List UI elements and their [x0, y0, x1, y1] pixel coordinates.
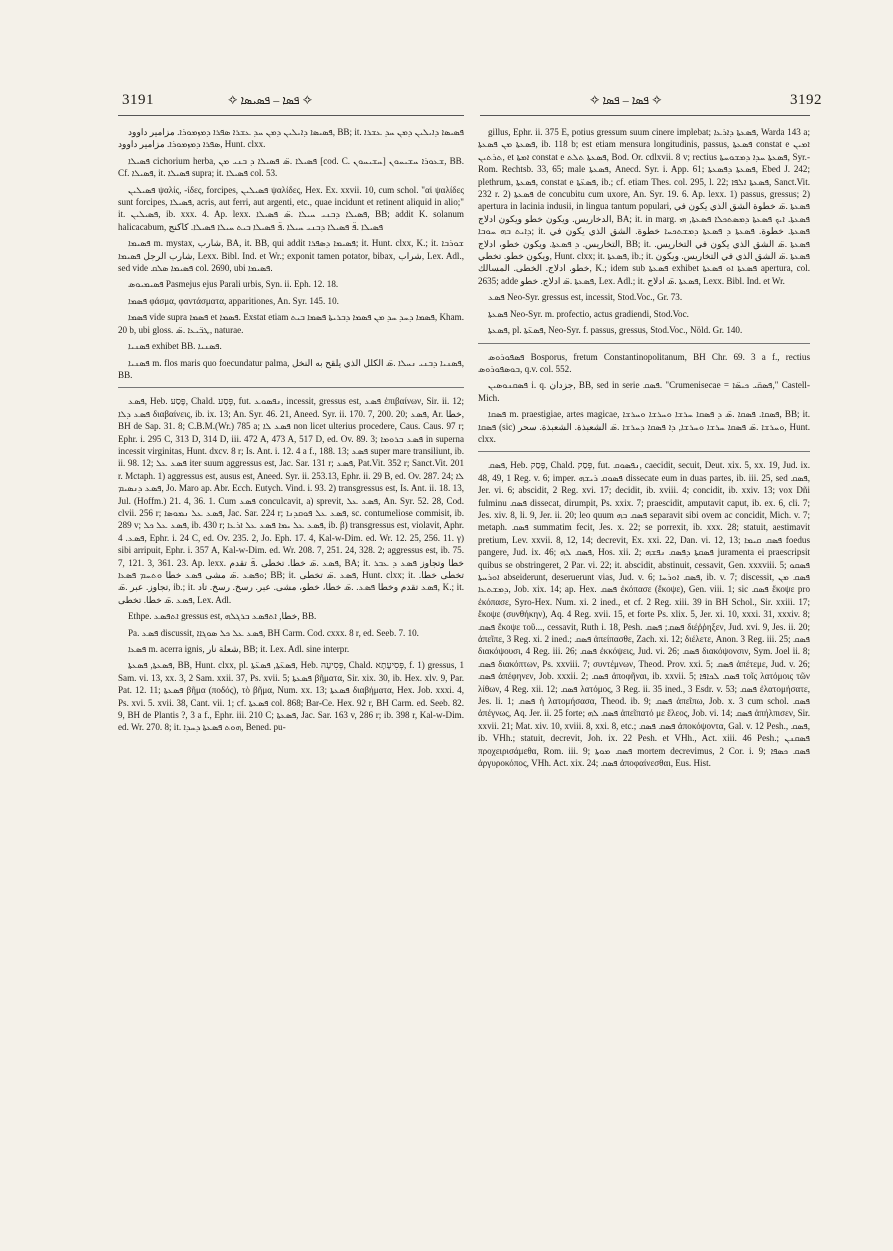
entry: ܦܣܝܡܐ m. mystax, شارب, BA, it. BB, qui addit ܦܣܝܡܐ ܕܣܦܪܐ; it. Hunt. clxx, K.; it. ܫܘܪܒܐ شارب الرجل ܦܣܝܡܐ, Lexx. Bibl. Ind. et Wr.; exponit tamen potator, bibax, شراب, Lex. Adl., sed vide ܦܣܝܡܐ ܣܠܩ col. 2690, ubi ܦܣܝܡܐ. [118, 238, 464, 274]
entry: ܦܣܥܬܐ Neo-Syr. m. profectio, actus gradiendi, Stod.Voc. [488, 308, 689, 319]
entry: ܦܣܥܬܐ, pl. ܦܣܥ̈ܬܐ, Neo-Syr. f. passus, gressus, Stod.Voc., Nöld. Gr. 140. [488, 325, 743, 336]
left-running-head: ✧ ܦܣܐ – ܦܣܝܣܐ ✧ [228, 93, 313, 107]
entry: ܦܣܥ Neo-Syr. gressus est, incessit, Stod.Voc., Gr. 73. [488, 292, 683, 303]
entry: ܦܣܝܠܐ cichorium herba, ܦܣܝܠܐ .ܣ̈ ܦܣܝܠܐ ܕ ܒܢܝ ܡܢ [cod. C. ܚܫܝܚܘܢ] ܫܥܘܪܐ ܚܫܝܚܘܢ, BB. Cf. ܦܣܝܠܐ, it. ܦܣܝܠܐ supra; it. ܦܣܝܠܐ col. 53. [118, 155, 464, 179]
section-divider [118, 387, 464, 388]
entry: ܦܣܥ, Heb. פָּסַע, Chald. פְּסַע, fut. ܢܦܣܘܥ, incessit, gressus est, ܦܣܥ ἐπιβαίνων, Sir. ii. 12; ܦܣܥ ܕܠܐ διαβαίνεις, ib. ix. 13; An. Syr. 46. 21, Aneed. Syr. ii. 170. 7, 200. 20; ܦܣܥ, Ar. خطا, BH de Sap. 31. 8; C.B.M.(Wr.) 785 a; ܦܣܥ ܠܐ non licet ulterius procedere, Caus. Caus. 97 r; Ephr. i. 295 C, 313 D, 314 D, iii. 472 A, 473 A, 517 D, ed. Ov. 89. 3; ܦܣܥ ܒܪܘܡܐ in superna incessit virginitas, Hunt. dxcv. 8 r; Is. Ant. i. 12. 4 a f., 188. 13; ܦܣܥ super mare transiliunt, ib. ii. 98. 12; ܦܣܥ ܥܠ iter suum aggressus est, Jac. Sar. 131 r; ܦܣܥ, Pat.Vit. 352 r; Sanct.Vit. 201 r. Mctaph. 1) aggressus est, ausus est, Aneed. Syr. ii. 253.13, Ephr. ii. 29 B, ed. Ov. 287. 24; ܠܐ ܦܣܥ ܕܢܣܝܡ, Jo. Maro ap. Abr. Ecch. Eutych. Vind. i. 93. 2) transgressus est, Is. Ant. ii. 18. 13, Jul. (Hoffm.) 21. 4, 36. 1. Cum ܦܣܥ conculcavit, a) sprevit, ܦܣܥ ܥܠ, An. Syr. 52. 28, Cod. clvii. 256 r; ܦܣܥ ܥܠ ܢܡܘܣܐ, Jac. Sar. 224 r; ܦܣܥ ܥܠ ܦܘܩܕܢܐ, sc. contumeliose commisit, ib. 289 v; ܦܣܥ ܥܠ ܟܠ, ib. 430 r; ܦܣܥ ܥܠ ܝܡܐ ܦܣܥ ܥܠ ܐܪܥܐ, ib. β) transgressus est, violavit, Aphr. ܦܣܥ. 4, Ephr. i. 24 C, ed. Ov. 235. 2, Jo. Eph. 17. 4, Kal-w-Dim. ed. Wr. 12. 25, 256. 11. γ) sibi arripuit, Ephr. i. 357 A, Kal-w-Dim. ed. Wr. 208. 7, 251. 24, 328. 2; aggressus est, ib. 75. 7, 121. 3, 361. 23. Ap. lexx. ܦܣܥ .ܣ̈ خطا. تخطى .ܦ̈ تقدم, BA; it. خطا وتجاوز ܦܣܥ ܕ ܥܒܪ ܘܦܣܥ .ܣ̈ مشى ܦܣܥ خطا ܘܬܚܡ ܦܣܥܐ; BB; it. ܦܣܥ .ܣ̈ تخطى, Hunt. clxx; it. تخطى خطا. تجاوز. عبر .ܣ̈, ib.; it. ܦܣܥ تقدم وخطا ܦܣܥ. .ܣ̈ خطا، خطو، مشى. عبر. رسخ. رسخ. تاد, K.; it. ܦܣܥ .ܣ̈ خطا. تخطى, Lex. Adl. [118, 396, 464, 605]
section-divider [478, 451, 810, 452]
left-page-number: 3191 [122, 92, 154, 108]
right-column [478, 126, 810, 1231]
entry: ܦܣܢܝܐ m. flos maris quo foecundatur palma, ܦܣܢܝܐ ܕܒܢܝ ܢܚܠܐ .ܣ̈ الكلل الذي يلقح به النخل, BB. [118, 357, 464, 380]
right-page-number: 3192 [790, 92, 822, 108]
header-rule-right [480, 115, 810, 116]
entry: ܦܣܝܣܐ ܕܐܝܠܝܢ ܕܡܢ ܚܕ ܥܫܪܐ ܣܦܪܐ ܕܡܙܡܘܪܐ. مزامير داوود, BB; it. ܦܣܝܣܐ ܕܐܝܠܝܢ ܕܡܢ ܚܕ ܥܫܪܐ ܣܦܪܐ ܕܡܙܡܘܪܐ. مزامير داوود, Hunt. clxx. [118, 127, 464, 150]
entry: gillus, Ephr. ii. 375 E, potius gressum suum cinere implebat; ܦܣܥܬܐ ܕܐܪܥܐ, Warda 143 a; ܦܣܥܬܐ ܡܢ ܦܣܥܬܐ, ib. 118 b; est etiam mensura longitudinis, passus, ܦܣܥܬܐ constat e ܐܡܝܢ ܬܪܬܝܢ, et ܐܡܬܐ constat e ܦܣܥܬܐ ܬܠܬ, Bod. Or. cdlxvii. 8 v; rectius ܦܣܥܬܐ ܚܕܐ ܕܡܫܘܚܬܐ, Syr.-Rom. Rechtsb. 33, 65; male ܦܣܥܬܐ, Anecd. Syr. i. App. 61; ܦܣܥܬܐ ܕܦܣܥܬܐ, Ebed J. 242; plethrum, ܦܣܥܬܐ, constat e ܦܣܥ̈ܬܐ, ib.; cf. etiam Thes. col. 295, l. 22; ܦܣܥܬܐ ܐܠܦܐ, Sanct.Vit. 232 r. 2) ܦܣܥܬܐ de concubitu cum uxore, An. Syr. 19. 6. Ap. lexx. 1) passus, gressus; 2) apertura in lacinia indusii, in lingua tantum populari, ܦܣܥܬܐ .ܣ̈ خطوة الشق الذي يكون في الدخاريس. ويكون خطو ويكون ادلاج, BA; it. in marg. ܦܣܥܬܐ. ܐܝܟ ܦܣܥܬܐ ܕܡܣܬܟܠܐ ܦܣܥܬܐ, ܗܝ ܕܐܝܬ ܒܗ ܚܘܒܐ; it. ܦܣܥܬܐ. خطوة. ܦܣܥܬܐ ܕ ܦܣܥܬܐ ܕܡܫܬܟܚܐ خطوة. الشق الذي يكون في التخاريس. ܕ ܦܣܥܬܐ. ويكون خطو، ادلاج, BB; it. ܦܣܥܬܐ .ܣ̈ الشق الذي يكون في التخاريس. ويكون خطو. تخطي, Hunt. clxx; it. ܦܣܥܬܐ, ib.; it. ܦܣܥܬܐ .ܣ̈ الشق الذي في التخاريس. ويكون خطو. ادلاج. الخطى. المسالك, K.; idem sub ܦܣܥܬܐ exhibet ܦܣܥܬܐ ܐܘ ܦܣܥܬܐ apertura, col. 2635; adde ܦܣܥܬܐ .ܣ̈ ادلاج. خطو, Lex. Adl.; it. ܦܣܥܬܐ .ܣ̈ ادلاج, Lexx. Bibl. Ind. et Wr. [478, 127, 810, 286]
entry: ܦܣܡܐ vide supra ܦܣܡܐ et ܦܣܡܐ. Exstat etiam ܦܣܡܐ ܕܚܕ ܚܕ ܡܢ ܦܣܡܐ ܕܒܪܝܬܐ ܦܣܡܐ ܒܝܬ, Kham. 20 b, ubi gloss. ܛܒ̈ܝܥܐ .ܣ̈, naturae. [118, 312, 464, 335]
entry: ܦܣܡܐ φάσμα, φαντάσματα, apparitiones, An. Syr. 145. 10. [128, 295, 339, 306]
entry: ܦܣܦܘܪܘܣ Bosporus, fretum Constantinopolitanum, BH Chr. 69. 3 a f., rectius ܒܘܣܦܘܪܘܣ, q.v. col. 552. [478, 351, 810, 374]
section-divider [478, 343, 810, 344]
left-column [118, 126, 464, 1231]
entry: ܦܣܢܝܐ exhibet BB. ܦܣܢܝܐ. [128, 341, 222, 352]
entry: ܦܣܩܐ m. praestigiae, artes magicae, ܦܣܩܐ. ܦܣܩܐ .ܣ̈ ܕ ܦܣܩܐ ܚܪܫܐ ܘܚܪܫܐ ܘܚܪܫܐ, BB; it. ܦܣܩܐ (sic) ܘܚܪܫܐ .ܣ̈ ܦܣܩܐ ܚܪܫܐ ܘܚܪܫܐ, ܕܐ ܦܣܩܐ ܕܚܪܫܐ .ܣ̈ الشعبذة. الشعبذة. سحر, Hunt. clxx. [478, 409, 810, 444]
entry: ܦܣܝܡܝܘܣ Pasmejus ejus Parali urbis, Syn. ii. Eph. 12. 18. [128, 279, 339, 290]
entry: Pa. ܦܣܥ discussit, ܦܣܥ ܥܠ ܟܠ ܣܘܓܐܐ, BH Carm. Cod. cxxx. 8 r, ed. Seeb. 7. 10. [128, 627, 419, 638]
entry: ܦܣܩ, Heb. פָּסַק, Chald. פְּסַק, fut. ܢܦܣܘܩ, caecidit, secuit, Deut. xix. 5, xx. 19, Jud. ix. 48, 49, 1 Reg. v. 6; imper. ܦܣܘܩ ܪܝܫܗ dissecate eum in duas partes, ib. iii. 25, sed ܦܣܩ, Jer. vi. 6; abscidit, 2 Reg. xvi. 17; decidit, ib. xviii. 4; concidit, ib. xxiv. 13; vox Dñi fulminu ܦܣܩ dissecat, dirumpit, Ps. xxix. 7; praescidit, amputavit caput, ib. ex. 6, cli. 7; Jes. xiv. 8, li. 9, Jer. ii. 20; leo quum ܦܣܩ ܒܗ separavit sibi ovem ac concidit, Mich. v. 7; metaph. ܦܣܩ summatim fecit, Jes. x. 22; se porrexit, ib. xxx. 28; statuit, aestimavit pretium, Lev. xxvii. 8, 12, 14; decrevit, Ex. xxi. 22, Dan. vi. 12, 13; ܦܣܩ ܩܝܡܐ foedus pangere, Jud. ix. 46; ܦܣܩ ܠܗ, Hos. xii. 2; ܦܣܩܬܐ ܕܦܣܩ ܢܦܫܗ juramenta ei praescripsit quibus se obstringeret, 2 Par. vi. 22; it. abscidit, abstinuit, cessavit, Gen. xxxviii. 5; ܦܣܩܘ ܐܘܪܚܬܐ abseiderunt, deseruerunt vias, Jud. v. 6; ܦܣܩ ܐܘܪܚܐ, ib. v. 7; discessit, ܦܣܩ ܡܢ ܕܡܫܬܥܐ, Job. xix. 14; ap. Hex. ܦܣܩ ἐκόπασε (ἔκοψε), Gen. viii. 1; sic ܦܣܩ ἔκοψε pro ἐκόπασε, Syro-Hex. Num. xi. 2 ined., et cf. 2 Reg. xiii. 39 in BH Schol., Sir. xxiii. 17; ἔκοψε (συνθήκην), Aq. 4 Reg. xvii. 15, et forte Ps. xlix. 5, Jer. xi. 10, xxxi. 31, xxxiv. 8; ܦܣܩ ἔκοψε τοῦ..., cessavit, Ruth i. 18, Pesh. ܦܣܩ; ܦܣܩ διέῤῥηξεν, Jud. xvi. 9, Jes. ii. 20; ἀπεῖπε, 3 Reg. xi. 2 ined.; ܦܣܩ ἀπείπασθε, Zach. xi. 12; διέλετε, Anon. 3 Reg. iii. 25; ܦܣܩ διακόψουσι, 4 Reg. iii. 26; ܦܣܩ ἐκκόψεις, Jud. vi. 26; ܦܣܩ διακόψονσιν, Sym. Joel ii. 8; ܦܣܩ διακόπτων, Ps. xxviii. 7; συντέμνων, Theod. Prov. xxi. 5; ܦܣܩ ἀπέτεμε, Jud. v. 26; ܦܣܩ ἀπέφηνεν, Job. xxxii. 2; ܦܣܩ ἀποφῆναι, ib. xxvii. 5; ܦܣܩ ܠܟܐܦܐ τοῖς λατόμοις τῶν λίθων, 4 Reg. xii. 12; ܦܣܩ λατόμος, 3 Reg. ii. 35 ined., 3 Esdr. v. 53; ܦܣܩ ἐλατομήσατε, Jes. li. 1; ܦܣܩ ἡ λατομήσασα, Theod. ib. 9; ܦܣܩ ἀπεῖπω, Job. x. 3 cum schol. ܦܣܩ ἀπέγνως, Aq. Jer. ii. 25 forte; ܦܣܩ ܠܗ ἀπεῖπατό με ἔλεος, Job. vi. 14; ܦܣܩ ἀπήλπισεν, Sir. xxvii. 21; Mat. xiv. 10, xviii. 8, xxi. 8, etc.; ܦܣܩ ܦܣܩ ἀποκόψοντα, Gal. v. 12 Pesh., ܦܣܩ, ib. VHh.; statuit, decrevit, Joh. ix. 22 Pesh. et VHh., Act. xiii. 46 Pesh.; ܦܣܩܢܢ προχειρισάμεθα, Rom. iii. 9; ܦܣܩ ܡܘܬܐ mortem decrevimus, 2 Cor. i. 9; ܦܣܩ ܟܣܦܐ ἀργυροκόπος, VHh. Act. xix. 24; ܦܣܩ ἀποφαίνεσθαι, Eus. Hist. [478, 460, 810, 769]
entry: ܦܣܥܐ m. acerra ignis, شعلة نار, BB; it. Lex. Adl. sine interpr. [128, 644, 350, 655]
entry: ܦܣܝܠܝܢ ψαλίς, -ίδες, forcipes, ܦܣܝܠܝܢ ψαλίδες, Hex. Ex. xxvii. 10, cum schol. "αἱ ψαλίδες sunt forcipes, ܦܣܝܠܐ, acris, aut ferri, aut argenti, etc., quae incidunt et retinent aliquid in alio;" it. ܦܣܝܠܝܢ, ib. xxx. 4. Ap. lexx. ܦܣܝܠܐ ܕܒܢܝ ܚܝܠܐ .ܣ̈ ܦܣܝܠܐ, BB; addit K. solanum halicacabum, ܦܣܝܠܐ .ܦ̈ ܦܣܝܠܐ ܕܒܢܝ ܚܝܠܐ .ܦ̈ ܦܣܝܠܐ ܒܝܬ ܚܝܠܐ ܦܣܝܠܐ. كاكنج [118, 184, 464, 232]
entry: ܦܣܥܬܐ, ܦܣܥܬܐ, BB, Hunt. clxx, pl. ܦܣܥ̈ܬܐ, ܦܣܥ̈ܬܐ, Heb. פְּסִיעָה, Chald. פְּסִיעָתָא, f. 1) gressus, 1 Sam. vi. 13, xx. 3, 2 Sam. xxii. 37, Ps. xvii. 5; ܦܣܥܬܐ βῆματα, Sir. xix. 30, ib. Hex. xlv. 9, Par. Pat. 12. 11; ܦܣܥܬܐ βῆμα (ποδός), τὸ βῆμα, Num. xx. 13; ܦܣܥܬܐ διαβήματα, Hex. Job. xxxi. 4, Ps. xvi. 5. xvii. 38, Cant. vii. 1; cf. ܦܣܥܬܐ col. 868; Bar-Ce. Hex. 92 r, BH Carm. ed. Seeb. 82. 9, BH de Plantis ?, 3 a f., Ephr. iii. 210 C; ܦܣܥܬܐ, Jac. Sar. 163 v, 286 r; ib. 398 r, Kal-w-Dim. ed. Wr. 270. 8; it. ܗܘܬ ܦܣܥܬܐ ܕܚܕܐ, Bened. pu- [118, 660, 464, 733]
entry: Ethpe. ܐܬܦܣܥ gressus est, خطا, ܐܬܦܣܥ ܒܪܓܠܗ, BB. [128, 611, 317, 622]
entry: ܦܣܩܢܘܣܝܢ i. q. جزدان, BB, sed in serie ܦܣܩ. "Crumenisecae = ܦܣܩ̈ܝ ܟܝܣ̈ܐ," Castell-Mich. [478, 380, 810, 403]
header-rule-left [118, 115, 464, 116]
right-running-head: ✧ ܦܣܐ – ܦܣܐ ✧ [590, 93, 662, 107]
